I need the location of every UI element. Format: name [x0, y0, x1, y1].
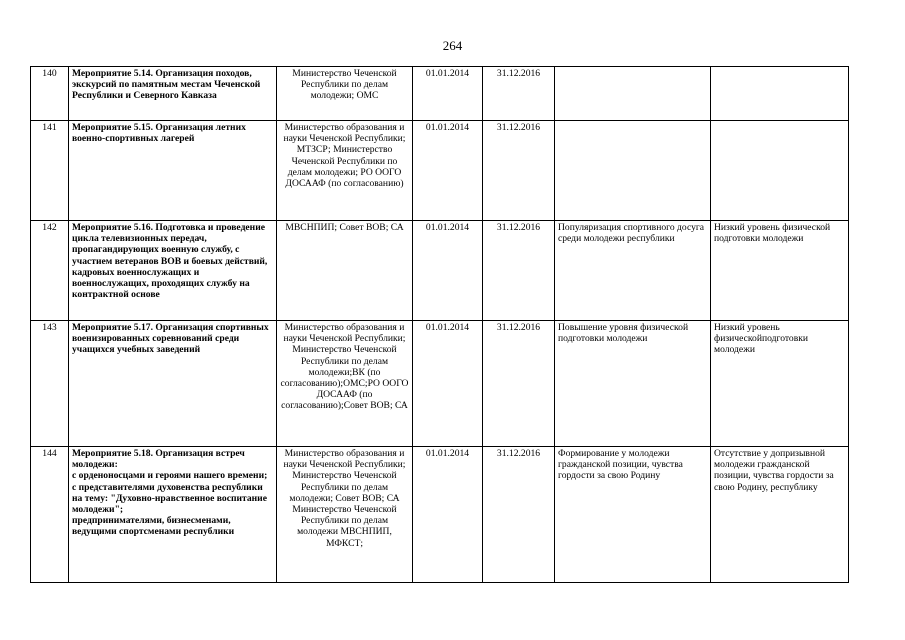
table-row: [31, 67, 849, 121]
result-cell: Формирование у молодежи гражданской позиции, чувства гордости за свою Родину: [555, 447, 711, 583]
start-date-cell: 01.01.2014: [413, 447, 483, 583]
row-number: 142: [31, 221, 69, 321]
start-date-cell: 01.01.2014: [413, 121, 483, 221]
measures-table: [30, 66, 849, 583]
row-number: 144: [31, 447, 69, 583]
result-cell: [555, 67, 711, 121]
end-date-cell: 31.12.2016: [483, 67, 555, 121]
end-date-cell: 31.12.2016: [483, 121, 555, 221]
consequence-cell: Отсутствие у допризывной молодежи гражданской позиции, чувства гордости за свою Родину, республику: [711, 447, 849, 583]
start-date-cell: 01.01.2014: [413, 221, 483, 321]
table-row: [31, 447, 849, 583]
consequence-cell: [711, 67, 849, 121]
result-cell: [555, 121, 711, 221]
executors-cell: МВСНПИП; Совет ВОВ; СА: [277, 221, 413, 321]
consequence-cell: Низкий уровень физической подготовки молодежи: [711, 221, 849, 321]
executors-cell: Министерство образования и науки Чеченской Республики; Министерство Чеченской Республики по делам молодежи;ВК (по согласованию);ОМС;РО ООГО ДОСААФ (по согласованию);Совет ВОВ; СА: [277, 321, 413, 447]
measure-cell: Мероприятие 5.14. Организация походов, экскурсий по памятным местам Чеченской Республики и Северного Кавказа: [69, 67, 277, 121]
start-date-cell: 01.01.2014: [413, 321, 483, 447]
executors-cell: Министерство образования и науки Чеченской Республики; Министерство Чеченской Республики по делам молодежи; Совет ВОВ; СА Министерство Чеченской Республики по делам молодежи МВСНПИП, МФКСТ;: [277, 447, 413, 583]
row-number: 140: [31, 67, 69, 121]
row-number: 143: [31, 321, 69, 447]
measure-cell: Мероприятие 5.16. Подготовка и проведение цикла телевизионных передач, пропагандирующих военную службу, с участием ветеранов ВОВ и боевых действий, кадровых военнослужащих и военнослужащих, проходящих службу на контрактной основе: [69, 221, 277, 321]
end-date-cell: 31.12.2016: [483, 447, 555, 583]
measure-cell: Мероприятие 5.17. Организация спортивных военизированных соревнований среди учащихся учебных заведений: [69, 321, 277, 447]
start-date-cell: 01.01.2014: [413, 67, 483, 121]
row-number: 141: [31, 121, 69, 221]
page-number: 264: [442, 38, 463, 53]
end-date-cell: 31.12.2016: [483, 321, 555, 447]
measure-cell: Мероприятие 5.18. Организация встреч молодежи: с орденоносцами и героями нашего времени; с представителями духовенства республики на тему: "Духовно-нравственное воспитание молодежи"; предпринимателями, бизнесменами, ведущими спортсменами республики: [69, 447, 277, 583]
executors-cell: Министерство Чеченской Республики по делам молодежи; ОМС: [277, 67, 413, 121]
measure-cell: Мероприятие 5.15. Организация летних военно-спортивных лагерей: [69, 121, 277, 221]
consequence-cell: [711, 121, 849, 221]
table-row: [31, 221, 849, 321]
result-cell: Повышение уровня физической подготовки молодежи: [555, 321, 711, 447]
executors-cell: Министерство образования и науки Чеченской Республики; МТЗСР; Министерство Чеченской Республики по делам молодежи; РО ООГО ДОСААФ (по согласованию): [277, 121, 413, 221]
table-row: [31, 121, 849, 221]
consequence-cell: Низкий уровень физическойподготовки молодежи: [711, 321, 849, 447]
end-date-cell: 31.12.2016: [483, 221, 555, 321]
table-row: [31, 321, 849, 447]
result-cell: Популяризация спортивного досуга среди молодежи республики: [555, 221, 711, 321]
